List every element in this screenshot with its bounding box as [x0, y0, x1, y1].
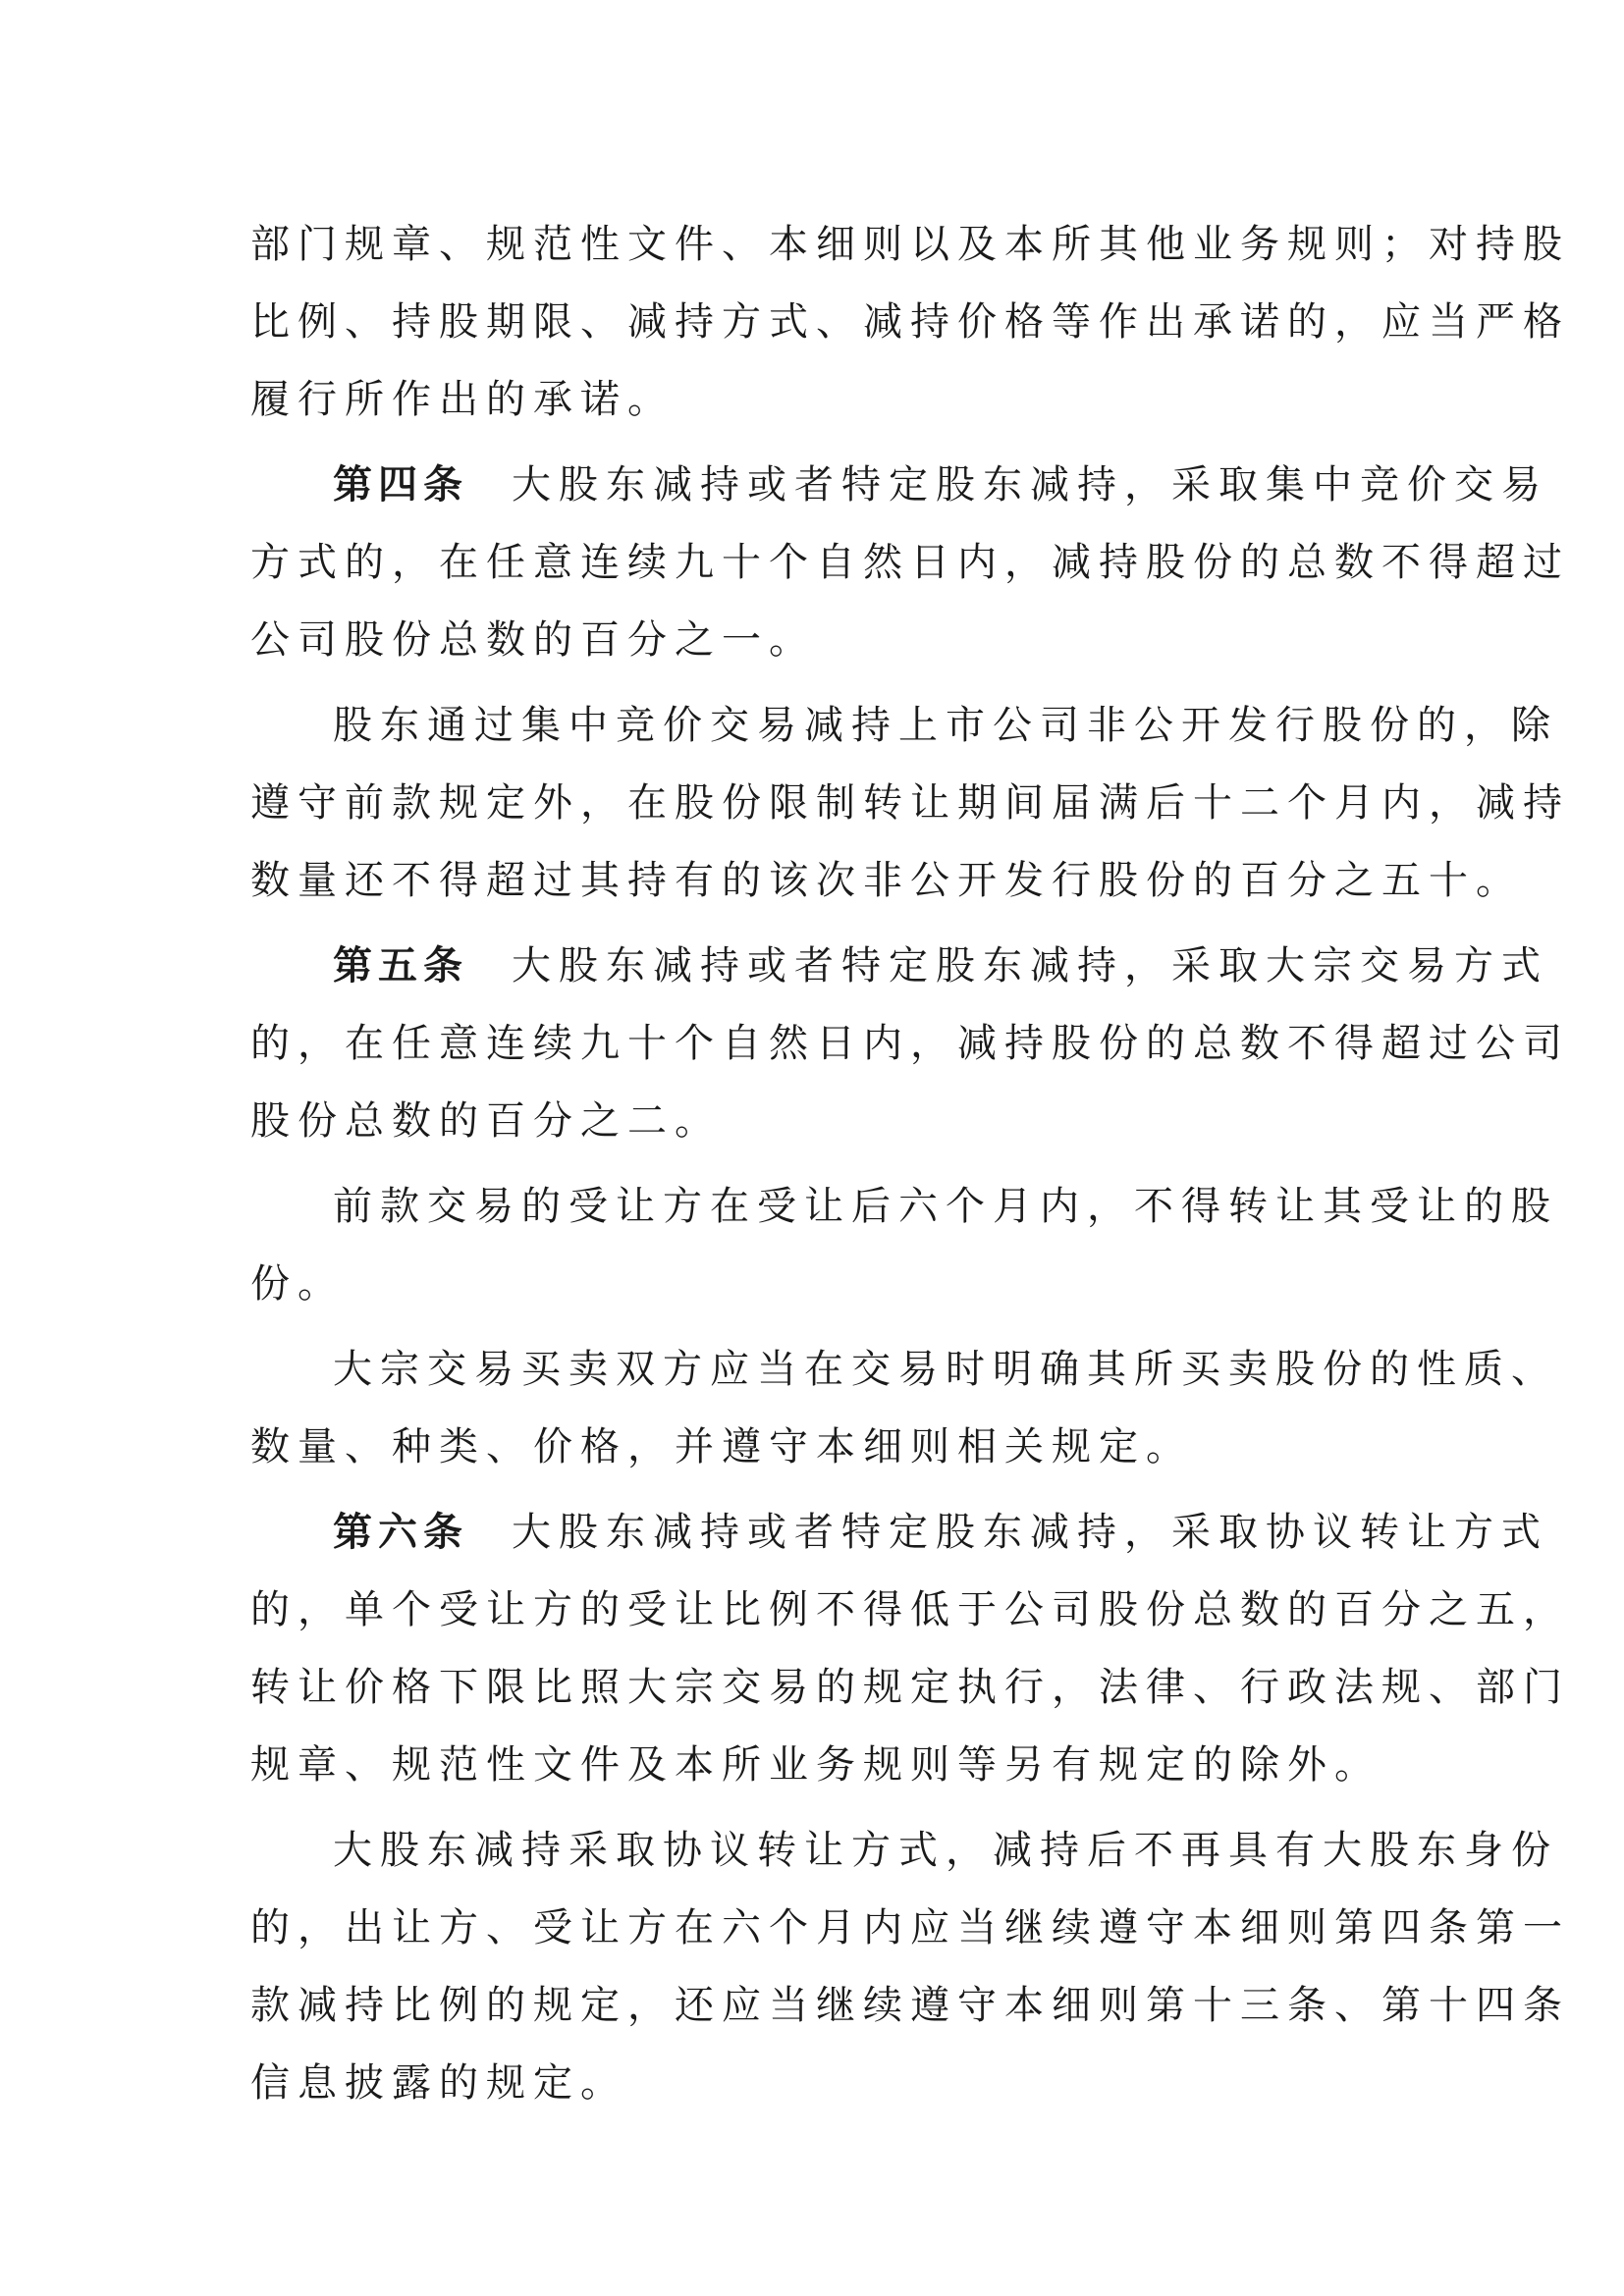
paragraph	[250, 1331, 1558, 1486]
article-number: 第四条	[333, 462, 468, 507]
article-number: 第五条	[333, 943, 468, 988]
article-4-paragraph	[250, 447, 1570, 679]
article-6-paragraph	[250, 1494, 1570, 1804]
text-line: 股份总数的百分之二。	[250, 1098, 722, 1144]
text-line: 股东通过集中竞价交易减持上市公司非公开发行股份的，除	[333, 703, 1558, 748]
text-line: 大宗交易买卖双方应当在交易时明确其所买卖股份的性质、	[333, 1347, 1558, 1392]
text-line: 前款交易的受让方在受让后六个月内，不得转让其受让的股	[333, 1184, 1558, 1229]
paragraph	[250, 1812, 1570, 2122]
paragraph-continuation	[250, 206, 1570, 439]
text-line: 规章、规范性文件及本所业务规则等另有规定的除外。	[250, 1742, 1381, 1788]
article-number: 第六条	[333, 1510, 468, 1555]
text-line: 遵守前款规定外，在股份限制转让期间届满后十二个月内，减持	[250, 780, 1570, 826]
paragraph	[250, 687, 1570, 920]
article-5-paragraph	[250, 928, 1570, 1160]
text-line: 的，出让方、受让方在六个月内应当继续遵守本细则第四条第一	[250, 1905, 1570, 1950]
document-body	[250, 206, 1570, 2130]
text-line: 部门规章、规范性文件、本细则以及本所其他业务规则；对持股	[250, 222, 1570, 267]
text-line: 公司股份总数的百分之一。	[250, 617, 816, 663]
text-line: 数量、种类、价格，并遵守本细则相关规定。	[250, 1424, 1193, 1469]
text-line	[250, 1494, 1548, 1572]
article-text: 大股东减持或者特定股东减持，采取集中竞价交易	[512, 462, 1548, 507]
text-line: 转让价格下限比照大宗交易的规定执行，法律、行政法规、部门	[250, 1665, 1570, 1710]
text-line: 方式的，在任意连续九十个自然日内，减持股份的总数不得超过	[250, 540, 1570, 585]
text-line: 数量还不得超过其持有的该次非公开发行股份的百分之五十。	[250, 858, 1523, 903]
text-line: 的，单个受让方的受让比例不得低于公司股份总数的百分之五，	[250, 1587, 1570, 1632]
text-line: 信息披露的规定。	[250, 2060, 627, 2106]
article-text: 大股东减持或者特定股东减持，采取协议转让方式	[512, 1510, 1548, 1555]
text-line	[250, 447, 1548, 524]
text-line: 比例、持股期限、减持方式、减持价格等作出承诺的，应当严格	[250, 299, 1570, 345]
text-line: 履行所作出的承诺。	[250, 377, 675, 422]
text-line	[250, 928, 1548, 1005]
text-line: 的，在任意连续九十个自然日内，减持股份的总数不得超过公司	[250, 1021, 1570, 1066]
article-text: 大股东减持或者特定股东减持，采取大宗交易方式	[512, 943, 1548, 988]
paragraph	[250, 1168, 1558, 1323]
text-line: 大股东减持采取协议转让方式，减持后不再具有大股东身份	[333, 1828, 1558, 1873]
text-line: 款减持比例的规定，还应当继续遵守本细则第十三条、第十四条	[250, 1983, 1570, 2028]
text-line: 份。	[250, 1261, 345, 1307]
